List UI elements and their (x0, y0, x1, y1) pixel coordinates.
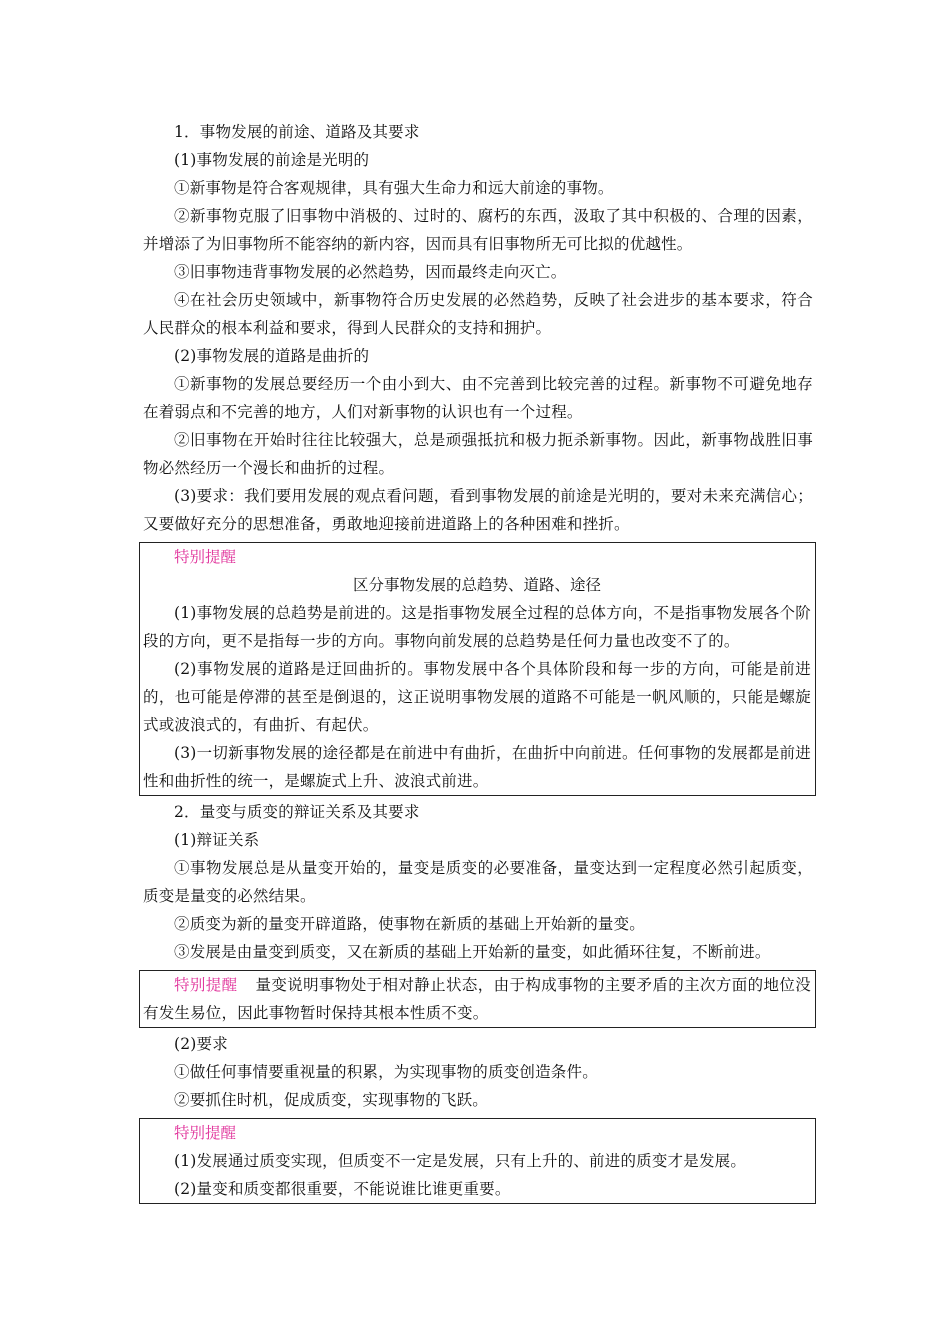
paragraph: ③发展是由量变到质变，又在新质的基础上开始新的量变，如此循环往复，不断前进。 (174, 943, 771, 961)
paragraph: ①新事物是符合客观规律，具有强大生命力和远大前途的事物。 (174, 179, 614, 197)
section-1-heading: 1．事物发展的前途、道路及其要求 (174, 123, 420, 141)
paragraph: ②新事物克服了旧事物中消极的、过时的、腐朽的东西，汲取了其中积极的、合理的因素，并增添了为旧事物所不能容纳的新内容，因而具有旧事物所无可比拟的优越性。 (143, 207, 813, 253)
paragraph: (3)要求：我们要用发展的观点看问题，看到事物发展的前途是光明的，要对未来充满信心；又要做好充分的思想准备，勇敢地迎接前进道路上的各种困难和挫折。 (143, 487, 813, 533)
section-1-sub-1: (1)事物发展的前途是光明的 (174, 151, 370, 169)
paragraph: ①事物发展总是从量变开始的，量变是质变的必要准备，量变达到一定程度必然引起质变，质变是量变的必然结果。 (143, 859, 813, 905)
tip-label: 特别提醒 (174, 548, 237, 566)
tip-paragraph: (1)事物发展的总趋势是前进的。这是指事物发展全过程的总体方向，不是指事物发展各个阶段的方向，更不是指每一步的方向。事物向前发展的总趋势是任何力量也改变不了的。 (143, 604, 811, 650)
tip-paragraph: (2)事物发展的道路是迂回曲折的。事物发展中各个具体阶段和每一步的方向，可能是前进的，也可能是停滞的甚至是倒退的，这正说明事物发展的道路不可能是一帆风顺的，只能是螺旋式或波浪式的，有曲折、有起伏。 (143, 660, 811, 734)
document-page (143, 118, 813, 1206)
tip-paragraph: (1)发展通过质变实现，但质变不一定是发展，只有上升的、前进的质变才是发展。 (174, 1152, 747, 1170)
tip-box-2 (139, 970, 816, 1028)
tip-label: 特别提醒 (174, 1124, 237, 1142)
tip-box-1 (139, 542, 816, 796)
section-2-sub-2: (2)要求 (174, 1035, 228, 1053)
tip-title: 区分事物发展的总趋势、道路、途径 (352, 576, 601, 594)
paragraph: ①新事物的发展总要经历一个由小到大、由不完善到比较完善的过程。新事物不可避免地存在着弱点和不完善的地方，人们对新事物的认识也有一个过程。 (143, 375, 813, 421)
tip-box-3 (139, 1118, 816, 1204)
tip-paragraph (143, 971, 811, 1027)
tip-text: 量变说明事物处于相对静止状态，由于构成事物的主要矛盾的主次方面的地位没有发生易位，因此事物暂时保持其根本性质不变。 (143, 976, 811, 1022)
paragraph: ①做任何事情要重视量的积累，为实现事物的质变创造条件。 (174, 1063, 598, 1081)
section-2-heading: 2．量变与质变的辩证关系及其要求 (174, 803, 420, 821)
paragraph: ③旧事物违背事物发展的必然趋势，因而最终走向灭亡。 (174, 263, 567, 281)
tip-label: 特别提醒 (174, 976, 238, 994)
tip-paragraph: (3)一切新事物发展的途径都是在前进中有曲折，在曲折中向前进。任何事物的发展都是前进性和曲折性的统一，是螺旋式上升、波浪式前进。 (143, 744, 811, 790)
section-2-sub-1: (1)辩证关系 (174, 831, 260, 849)
paragraph: ②要抓住时机，促成质变，实现事物的飞跃。 (174, 1091, 489, 1109)
section-1-sub-2: (2)事物发展的道路是曲折的 (174, 347, 370, 365)
paragraph: ④在社会历史领域中，新事物符合历史发展的必然趋势，反映了社会进步的基本要求，符合人民群众的根本利益和要求，得到人民群众的支持和拥护。 (143, 291, 813, 337)
tip-paragraph: (2)量变和质变都很重要，不能说谁比谁更重要。 (174, 1180, 511, 1198)
paragraph: ②质变为新的量变开辟道路，使事物在新质的基础上开始新的量变。 (174, 915, 646, 933)
paragraph: ②旧事物在开始时往往比较强大，总是顽强抵抗和极力扼杀新事物。因此，新事物战胜旧事物必然经历一个漫长和曲折的过程。 (143, 431, 813, 477)
